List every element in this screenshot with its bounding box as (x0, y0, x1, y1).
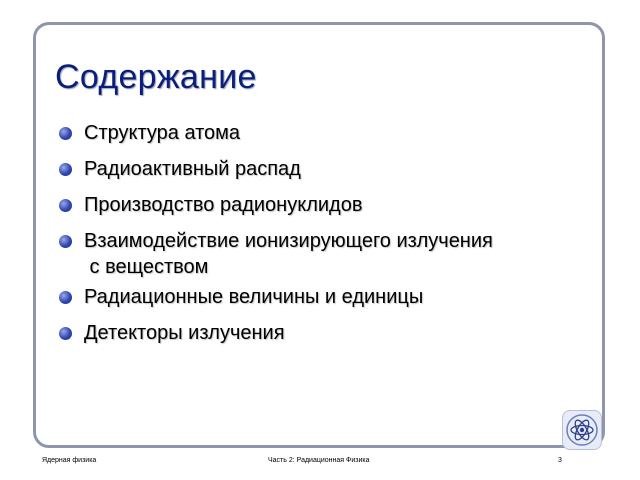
bullet-text: Детекторы излучения (84, 322, 285, 344)
bullet-item (58, 192, 603, 218)
bullet-item (58, 120, 603, 146)
footer-left: Ядерная физика (42, 457, 97, 464)
bullet-dot-icon (59, 163, 72, 176)
atom-logo-icon (562, 410, 602, 450)
bullet-text: Структура атома (84, 122, 241, 144)
bullet-item (58, 284, 603, 310)
bullet-dot-icon (59, 291, 72, 304)
bullet-dot-icon (59, 235, 72, 248)
slide-title: Содержание (55, 58, 257, 96)
bullet-dot-icon (59, 127, 72, 140)
bullet-text: Радиоактивный распад (84, 158, 301, 180)
bullet-item (58, 320, 603, 346)
bullet-text: Радиационные величины и единицы (84, 286, 424, 308)
bullet-text: Производство радионуклидов (84, 194, 363, 216)
bullet-text-continuation: с веществом (84, 256, 209, 278)
bullet-list (58, 120, 603, 346)
bullet-item (58, 228, 603, 280)
bullet-dot-icon (59, 199, 72, 212)
footer-center: Часть 2: Радиационная Физика (268, 457, 370, 464)
page-number: 3 (558, 457, 562, 464)
bullet-dot-icon (59, 327, 72, 340)
bullet-item (58, 156, 603, 182)
bullet-text: Взаимодействие ионизирующего излучения (84, 230, 493, 252)
